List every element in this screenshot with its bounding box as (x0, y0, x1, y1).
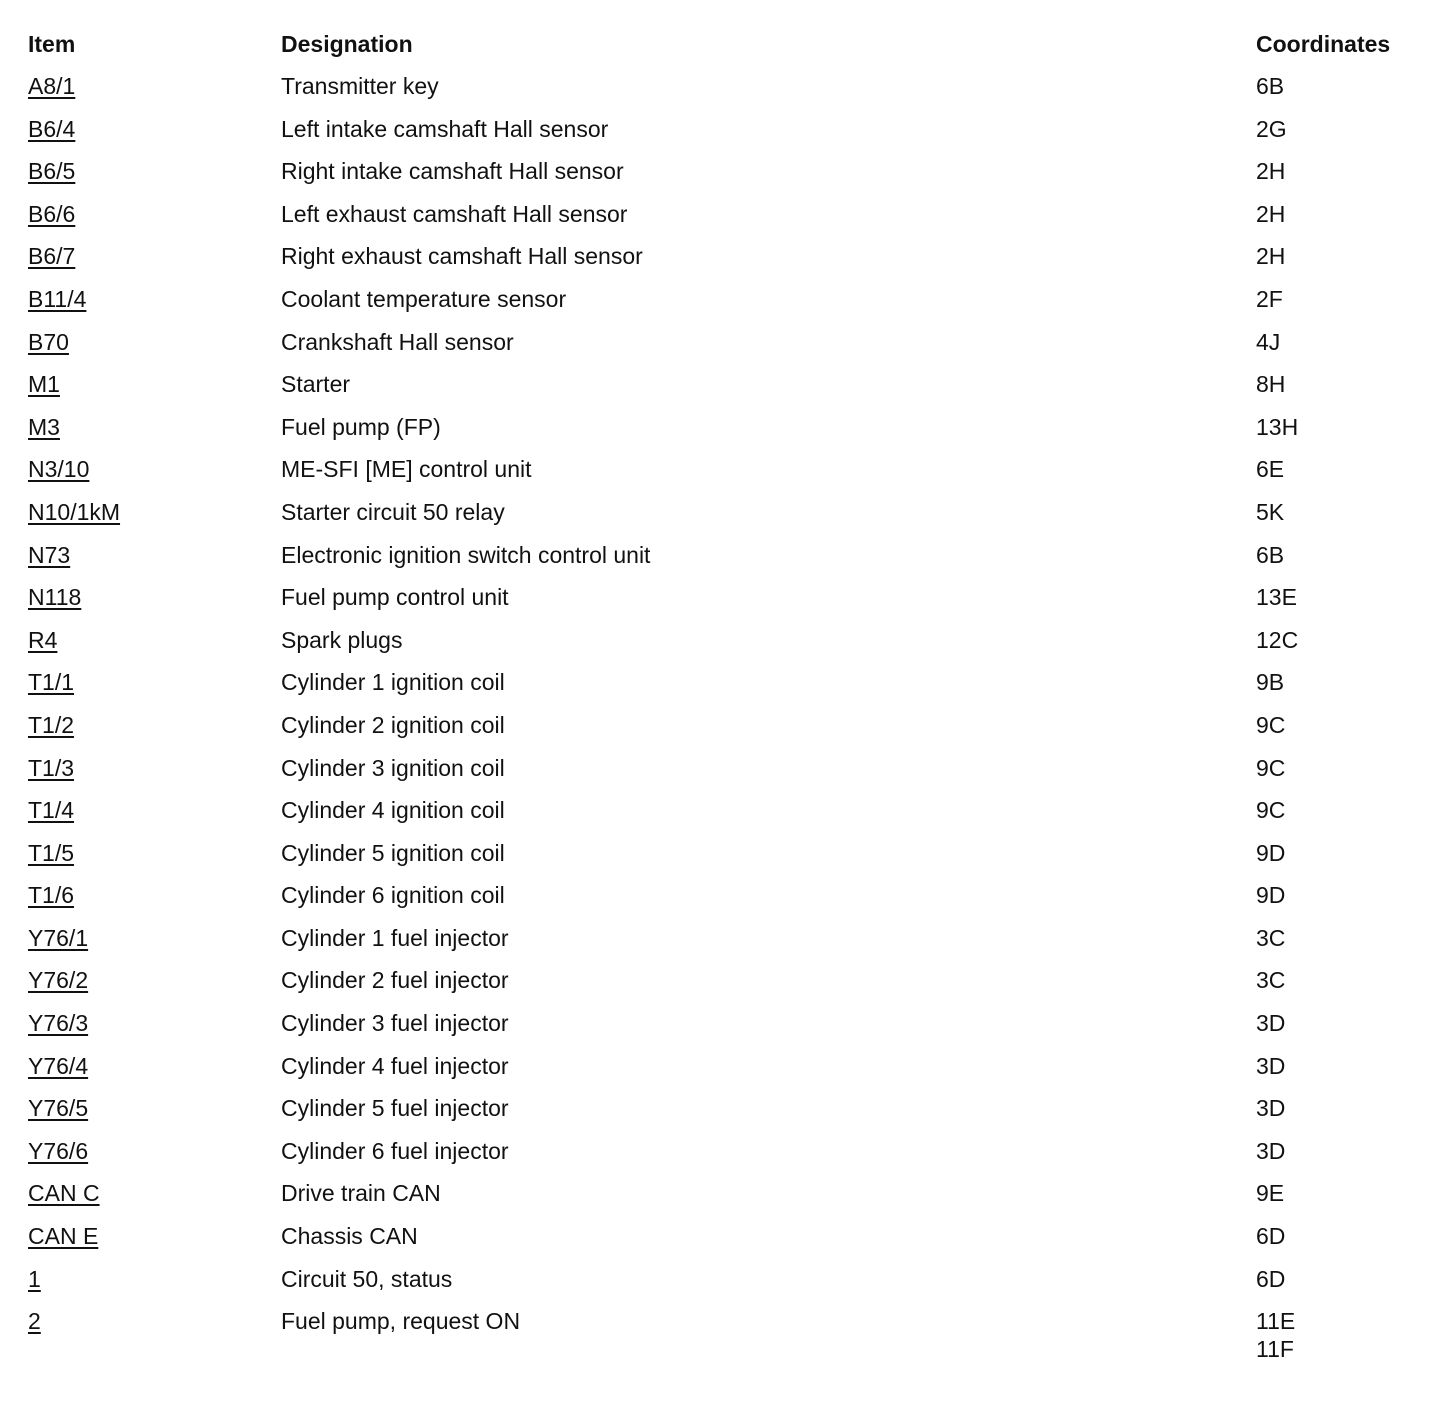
item-link[interactable]: M1 (28, 371, 60, 398)
item-link[interactable]: N3/10 (28, 456, 90, 483)
coordinate-value: 3D (1256, 1010, 1286, 1037)
header-item: Item (28, 31, 76, 57)
designation-text: Transmitter key (281, 73, 439, 99)
coordinates-cell (1256, 839, 1285, 867)
item-link[interactable]: B6/5 (28, 158, 76, 185)
designation-text: Starter (281, 371, 351, 398)
coordinate-value: 2H (1256, 200, 1286, 227)
coordinate-value: 3C (1256, 967, 1286, 994)
table-row (28, 1179, 1418, 1222)
item-link[interactable]: CAN E (28, 1223, 99, 1250)
item-link[interactable]: N118 (28, 584, 82, 611)
coordinates-cell (1256, 796, 1285, 824)
table-row (28, 881, 1418, 924)
table-row (28, 1094, 1418, 1137)
table-row (28, 72, 1418, 115)
item-link[interactable]: B6/4 (28, 115, 76, 142)
table-row (28, 839, 1418, 882)
designation-text: Drive train CAN (281, 1180, 441, 1207)
table-row (28, 1222, 1418, 1265)
coordinate-value: 9D (1256, 839, 1286, 866)
table-row (28, 541, 1418, 584)
table-row (28, 1307, 1418, 1363)
coordinate-value: 2F (1256, 285, 1283, 312)
coordinate-value: 9C (1256, 797, 1286, 824)
header-designation: Designation (281, 31, 413, 57)
coordinates-cell (1256, 285, 1283, 313)
designation-text: Cylinder 5 ignition coil (281, 839, 505, 866)
designation-text: Chassis CAN (281, 1223, 418, 1250)
coordinate-value: 13E (1256, 584, 1297, 611)
coordinates-cell (1256, 668, 1284, 696)
table-row (28, 1137, 1418, 1180)
designation-text: Left exhaust camshaft Hall sensor (281, 200, 628, 227)
coordinates-cell (1256, 1094, 1285, 1122)
designation-text: Crankshaft Hall sensor (281, 328, 514, 355)
item-link[interactable]: Y76/1 (28, 924, 89, 951)
table-body (28, 72, 1418, 1363)
table-row (28, 242, 1418, 285)
coordinates-cell (1256, 966, 1285, 994)
coordinate-value: 2H (1256, 158, 1286, 185)
coordinate-value: 12C (1256, 626, 1299, 653)
item-link[interactable]: Y76/5 (28, 1095, 89, 1122)
coordinate-value: 9E (1256, 1180, 1285, 1207)
item-link[interactable]: CAN C (28, 1180, 100, 1207)
item-link[interactable]: A8/1 (28, 73, 76, 99)
table-row (28, 966, 1418, 1009)
coordinate-value: 4J (1256, 328, 1281, 355)
table-row (28, 1265, 1418, 1308)
table-row (28, 754, 1418, 797)
designation-text: Cylinder 4 ignition coil (281, 797, 505, 824)
coordinates-cell (1256, 1137, 1285, 1165)
coordinates-cell (1256, 711, 1285, 739)
designation-text: Cylinder 6 fuel injector (281, 1137, 509, 1164)
table-row (28, 924, 1418, 967)
coordinates-cell (1256, 157, 1285, 185)
coordinates-cell (1256, 115, 1287, 143)
item-link[interactable]: B6/7 (28, 243, 76, 270)
table-row (28, 413, 1418, 456)
coordinates-cell (1256, 242, 1285, 270)
designation-text: Electronic ignition switch control unit (281, 541, 651, 568)
table-row (28, 668, 1418, 711)
designation-text: Cylinder 1 fuel injector (281, 924, 509, 951)
coordinate-value: 3D (1256, 1052, 1286, 1079)
designation-text: Cylinder 4 fuel injector (281, 1052, 509, 1079)
coordinates-cell (1256, 328, 1280, 356)
coordinates-cell (1256, 370, 1285, 398)
coordinates-cell (1256, 1009, 1285, 1037)
coordinates-cell (1256, 72, 1284, 100)
coordinate-value: 3D (1256, 1095, 1286, 1122)
designation-text: Cylinder 2 fuel injector (281, 967, 509, 994)
coordinate-value: 6B (1256, 541, 1285, 568)
coordinate-value: 9D (1256, 882, 1286, 909)
table-row (28, 583, 1418, 626)
coordinate-value: 11E (1256, 1308, 1296, 1335)
item-link[interactable]: B11/4 (28, 285, 87, 312)
designation-text: Cylinder 1 ignition coil (281, 669, 505, 696)
item-link[interactable]: Y76/6 (28, 1137, 89, 1164)
designation-text: Spark plugs (281, 626, 403, 653)
item-link[interactable]: T1/6 (28, 882, 75, 909)
table-header (28, 30, 1418, 72)
designation-text: Left intake camshaft Hall sensor (281, 115, 609, 142)
coordinates-cell (1256, 455, 1284, 483)
coordinate-value: 6B (1256, 73, 1285, 99)
table-row (28, 711, 1418, 754)
item-link[interactable]: R4 (28, 626, 58, 653)
designation-text: Cylinder 3 ignition coil (281, 754, 505, 781)
component-legend-table (28, 30, 1418, 1363)
coordinate-value: 9B (1256, 669, 1285, 696)
coordinates-cell (1256, 413, 1298, 441)
table-row (28, 1009, 1418, 1052)
coordinate-value: 3D (1256, 1137, 1286, 1164)
designation-text: Fuel pump control unit (281, 584, 509, 611)
item-link[interactable]: Y76/3 (28, 1010, 89, 1037)
designation-text: Fuel pump, request ON (281, 1308, 521, 1335)
item-link[interactable]: N73 (28, 541, 71, 568)
table-row (28, 328, 1418, 371)
item-link[interactable]: T1/1 (28, 669, 75, 696)
coordinates-cell (1256, 498, 1284, 526)
designation-text: Right intake camshaft Hall sensor (281, 158, 624, 185)
coordinate-value: 13H (1256, 413, 1299, 440)
designation-text: Fuel pump (FP) (281, 413, 441, 440)
coordinate-value: 2G (1256, 115, 1287, 142)
coordinates-cell (1256, 881, 1285, 909)
designation-text: ME-SFI [ME] control unit (281, 456, 532, 483)
table-row (28, 285, 1418, 328)
table-row (28, 498, 1418, 541)
item-link[interactable]: Y76/4 (28, 1052, 89, 1079)
designation-text: Cylinder 5 fuel injector (281, 1095, 509, 1122)
designation-text: Right exhaust camshaft Hall sensor (281, 243, 643, 270)
item-link[interactable]: Y76/2 (28, 967, 89, 994)
coordinate-value: 3C (1256, 924, 1286, 951)
coordinate-value: 6E (1256, 456, 1285, 483)
coordinates-cell (1256, 541, 1284, 569)
coordinate-value: 9C (1256, 754, 1286, 781)
designation-text: Starter circuit 50 relay (281, 498, 505, 525)
item-link[interactable]: 2 (28, 1308, 41, 1335)
coordinate-value: 6D (1256, 1265, 1286, 1292)
coordinate-value: 9C (1256, 711, 1286, 738)
table-row (28, 115, 1418, 158)
coordinates-cell (1256, 924, 1285, 952)
coordinate-value: 5K (1256, 498, 1285, 525)
header-coordinates: Coordinates (1256, 31, 1391, 57)
designation-text: Cylinder 2 ignition coil (281, 711, 505, 738)
item-link[interactable]: T1/3 (28, 754, 75, 781)
coordinates-cell (1256, 200, 1285, 228)
item-link[interactable]: N10/1kM (28, 498, 121, 525)
coordinate-value: 8H (1256, 371, 1286, 398)
item-link[interactable]: B70 (28, 328, 69, 355)
item-link[interactable]: T1/2 (28, 711, 75, 738)
coordinate-value: 11F (1256, 1336, 1294, 1363)
table-row (28, 796, 1418, 839)
item-link[interactable]: 1 (28, 1265, 41, 1292)
coordinates-cell (1256, 754, 1285, 782)
item-link[interactable]: M3 (28, 413, 60, 440)
item-link[interactable]: T1/5 (28, 839, 75, 866)
item-link[interactable]: T1/4 (28, 797, 75, 824)
coordinate-value: 6D (1256, 1223, 1286, 1250)
coordinates-cell (1256, 626, 1298, 654)
table-row (28, 1052, 1418, 1095)
designation-text: Circuit 50, status (281, 1265, 453, 1292)
coordinate-value: 2H (1256, 243, 1286, 270)
designation-text: Coolant temperature sensor (281, 285, 567, 312)
coordinates-cell (1256, 1265, 1285, 1293)
table-row (28, 455, 1418, 498)
coordinates-cell (1256, 1307, 1295, 1363)
table-row (28, 157, 1418, 200)
designation-text: Cylinder 3 fuel injector (281, 1010, 509, 1037)
designation-text: Cylinder 6 ignition coil (281, 882, 505, 909)
table-row (28, 626, 1418, 669)
table-row (28, 200, 1418, 243)
coordinates-cell (1256, 1179, 1284, 1207)
table-row (28, 370, 1418, 413)
coordinates-cell (1256, 1052, 1285, 1080)
item-link[interactable]: B6/6 (28, 200, 76, 227)
coordinates-cell (1256, 583, 1297, 611)
coordinates-cell (1256, 1222, 1285, 1250)
